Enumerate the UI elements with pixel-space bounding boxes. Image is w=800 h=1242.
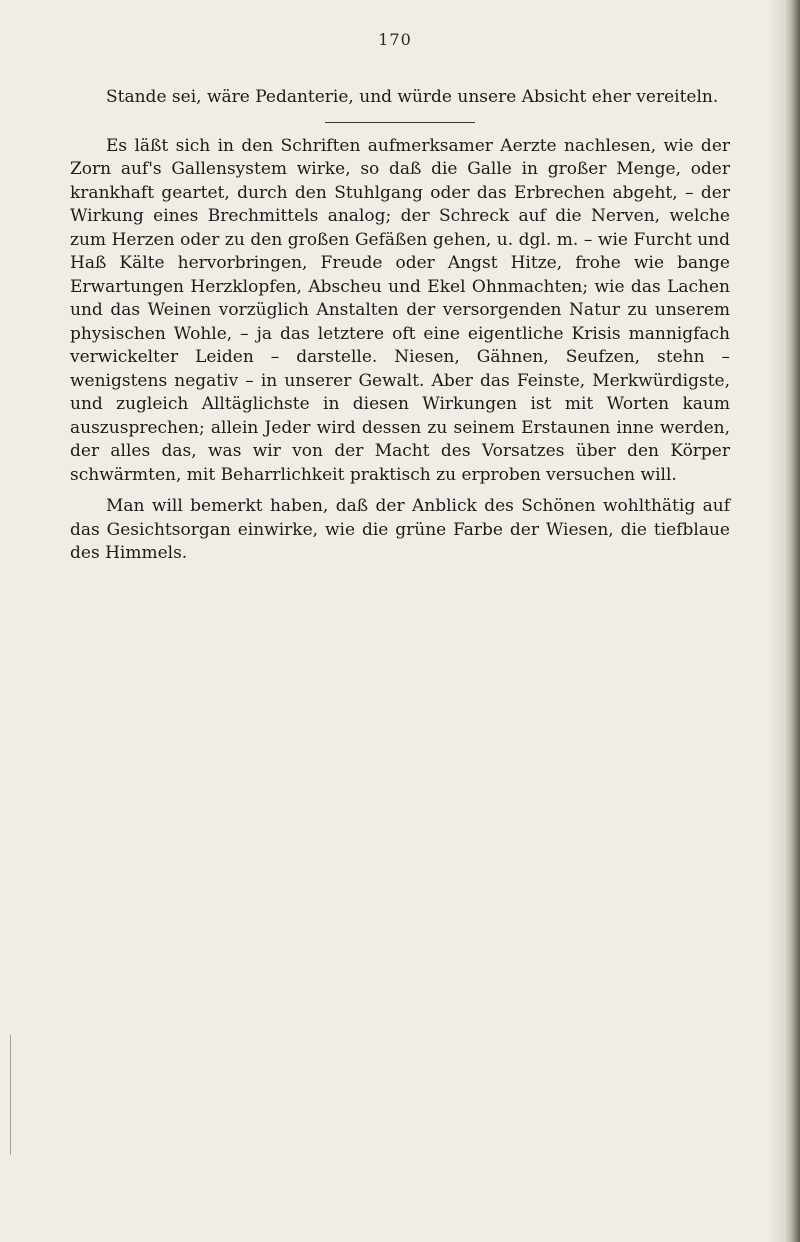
binding-edge [786, 0, 800, 1242]
page-edge-mark [0, 1035, 11, 1155]
body-text [70, 86, 730, 566]
paragraph-continuation: Stande sei, wäre Pedanterie, und würde unsere Absicht eher vereiteln. [106, 87, 719, 107]
section-rule [325, 122, 475, 123]
binding-shadow [768, 0, 786, 1242]
paragraph-closing: Man will bemerkt haben, daß der Anblick des Schönen wohlthätig auf das Gesichtsorgan einwirke, wie die grüne Farbe der Wiesen, die tiefblaue des Himmels. [70, 496, 730, 563]
paragraph-main: Es läßt sich in den Schriften aufmerksamer Aerzte nachlesen, wie der Zorn auf's Gallensystem wirke, so daß die Galle in großer Menge, oder krankhaft geartet, durch den Stuhlgang oder das Erbrechen abgeht, – der Wirkung eines Brechmittels analog; der Schreck auf die Nerven, welche zum Herzen oder zu den großen Gefäßen gehen, u. dgl. m. – wie Furcht und Haß Kälte hervorbringen, Freude oder Angst Hitze, frohe wie bange Erwartungen Herzklopfen, Abscheu und Ekel Ohnmachten; wie das Lachen und das Weinen vorzüglich Anstalten der versorgenden Natur zu unserem physischen Wohle, – ja das letztere oft eine eigentliche Krisis mannigfach verwickelter Leiden – darstelle. Niesen, Gähnen, Seufzen, stehn – wenigstens negativ – in unserer Gewalt. Aber das Feinste, Merkwürdigste, und zugleich Alltäglichste in diesen Wirkungen ist mit Worten kaum auszusprechen; allein Jeder wird dessen zu seinem Erstaunen inne werden, der alles das, was wir von der Macht des Vorsatzes über den Körper schwärmten, mit Beharrlichkeit praktisch zu erproben versuchen will. [70, 135, 730, 485]
page-number: 170 [378, 30, 412, 49]
